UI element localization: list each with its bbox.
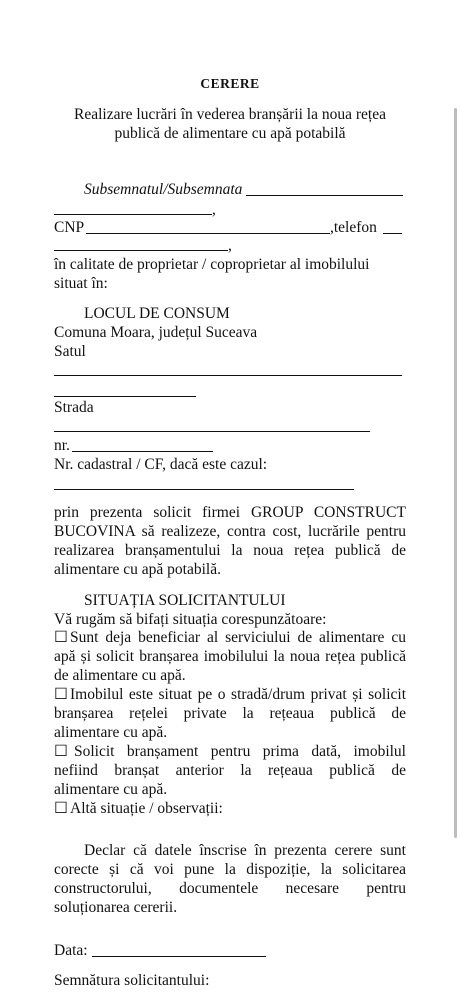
option-3-line-2: nefiind branșat anterior la rețeaua publică de: [54, 762, 406, 779]
locul-de-consum-heading: LOCUL DE CONSUM: [84, 305, 230, 322]
checkbox-option-2[interactable]: ☐: [54, 686, 68, 703]
semnatura-label: Semnătura solicitantului:: [54, 972, 210, 989]
declar-line-2: corecte și că voi pune la dispoziție, la solicitarea: [54, 861, 406, 878]
option-2-line-3: alimentare cu apă.: [54, 724, 168, 741]
comma-1: ,: [212, 201, 216, 218]
page-title: CERERE: [200, 76, 260, 91]
checkbox-option-4[interactable]: ☐: [54, 800, 68, 817]
option-2-line-2: branșarea rețelei private la rețeaua publică de: [54, 705, 406, 722]
solicit-line-3: realizarea branșamentului la noua rețea publică de: [54, 542, 406, 559]
subtitle-line-2: publică de alimentare cu apă potabilă: [114, 125, 346, 142]
satul-field-line[interactable]: [54, 375, 402, 376]
cadastral-field-line[interactable]: [54, 489, 354, 490]
name-field-line-cont[interactable]: [54, 214, 212, 215]
comuna-text: Comuna Moara, județul Suceava: [54, 324, 258, 341]
solicit-line-2: BUCOVINA să realizeze, contra cost, lucrările pentru: [54, 523, 406, 540]
option-1-line-1: Sunt deja beneficiar al serviciului de alimentare cu: [70, 629, 406, 646]
option-1-line-2: apă și solicit branșarea imobilului la noua rețea publică: [54, 648, 406, 665]
subsemnatul-label: Subsemnatul/Subsemnata: [84, 181, 243, 198]
solicit-line-4: alimentare cu apă potabilă.: [54, 561, 221, 578]
telefon-field-line[interactable]: [383, 233, 402, 234]
satul-field-line-cont[interactable]: [54, 396, 196, 397]
checkbox-option-3[interactable]: ☐: [54, 743, 68, 760]
cnp-field-line[interactable]: [86, 233, 330, 234]
option-1-line-3: de alimentare cu apă.: [54, 667, 186, 684]
rugam-text: Vă rugăm să bifați situația corespunzătoare:: [54, 611, 327, 628]
calitate-line-1: în calitate de proprietar / coproprietar al imobilului: [54, 256, 370, 273]
declar-line-3: constructorului, documentele necesare pentru: [54, 880, 406, 897]
telefon-field-line-cont[interactable]: [54, 250, 228, 251]
data-field-line[interactable]: [92, 956, 266, 957]
option-3-line-1: Solicit branșament pentru prima dată, imobilul: [74, 743, 406, 760]
solicit-line-1: prin prezenta solicit firmei GROUP CONSTRUCT: [54, 504, 406, 521]
cnp-label: CNP: [54, 219, 85, 236]
cadastral-label: Nr. cadastral / CF, dacă este cazul:: [54, 456, 268, 473]
declar-line-4: soluționarea cererii.: [54, 899, 178, 916]
scrollbar[interactable]: [454, 108, 457, 838]
name-field-line[interactable]: [246, 195, 403, 196]
strada-label: Strada: [54, 399, 94, 416]
data-label: Data:: [54, 942, 88, 959]
declar-line-1: Declar că datele înscrise în prezenta cerere sunt: [84, 842, 406, 859]
telefon-label: ,telefon: [330, 219, 377, 236]
subtitle-line-1: Realizare lucrări în vederea branșării la noua rețea: [74, 106, 386, 123]
situatia-heading: SITUAȚIA SOLICITANTULUI: [84, 592, 286, 609]
nr-label: nr.: [54, 437, 70, 454]
option-3-line-3: alimentare cu apă.: [54, 781, 168, 798]
calitate-line-2: situat în:: [54, 275, 108, 292]
option-4-text: Altă situație / observații:: [70, 800, 223, 817]
nr-field-line[interactable]: [72, 451, 213, 452]
option-2-line-1: Imobilul este situat pe o stradă/drum privat și solicit: [70, 686, 406, 703]
strada-field-line[interactable]: [54, 431, 370, 432]
checkbox-option-1[interactable]: ☐: [54, 629, 68, 646]
satul-label: Satul: [54, 343, 86, 360]
comma-2: ,: [228, 237, 232, 254]
